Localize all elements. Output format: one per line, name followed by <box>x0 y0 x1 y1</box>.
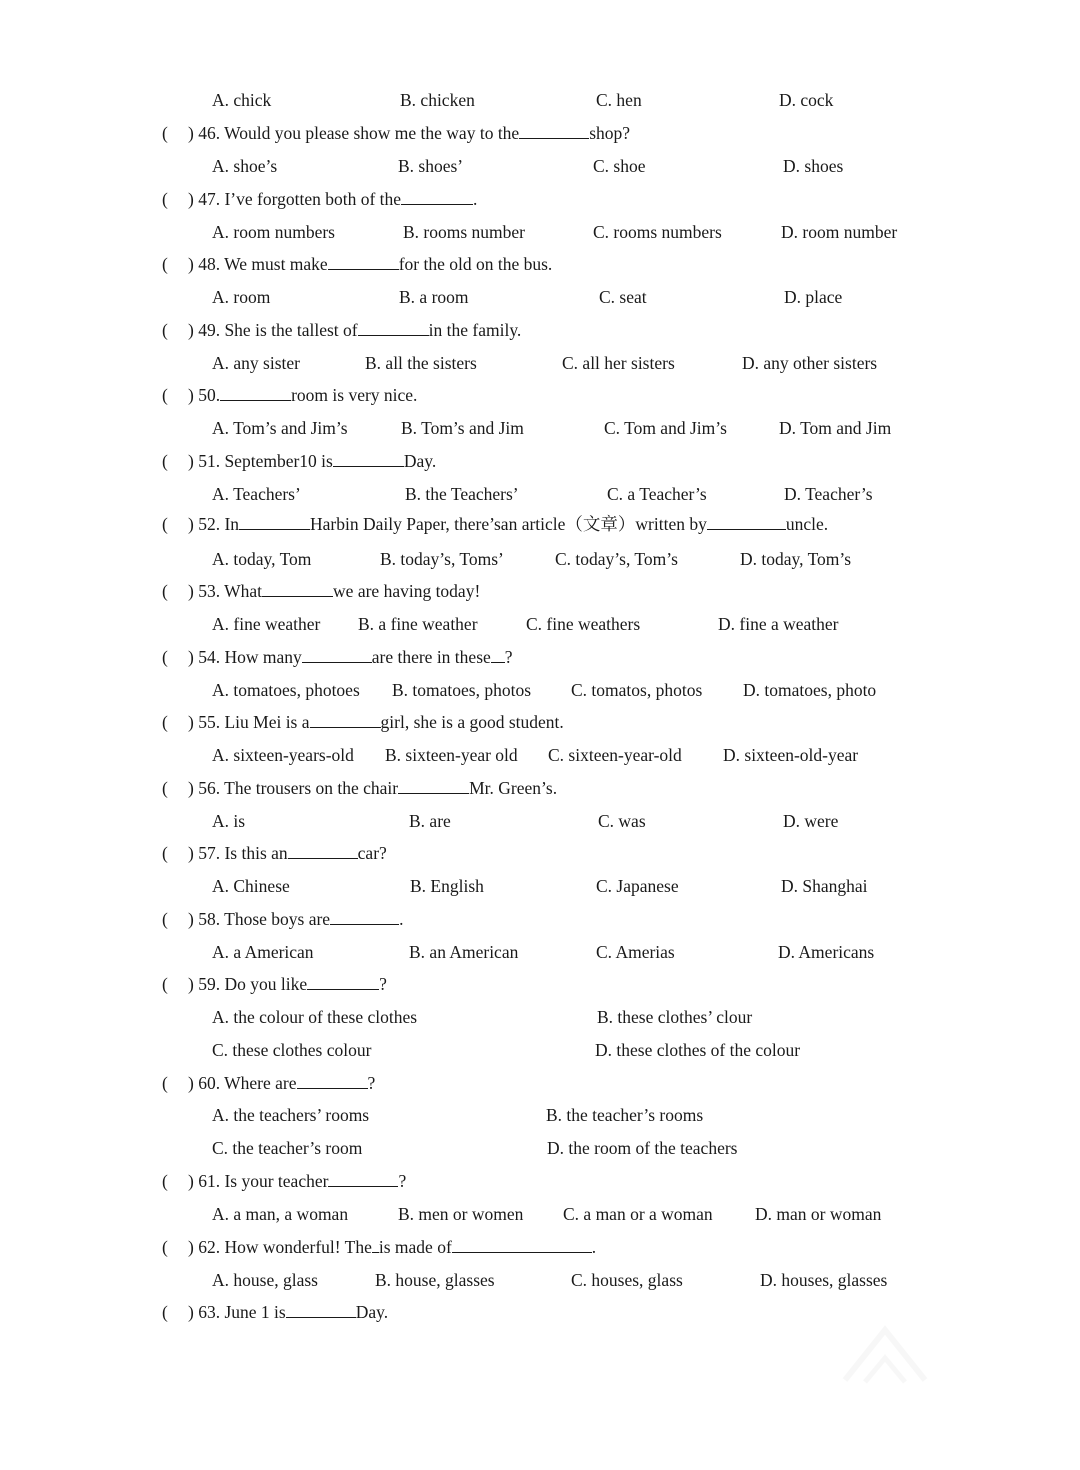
q55-blank[interactable] <box>310 710 381 728</box>
q56-option-d: D. were <box>783 811 839 831</box>
q61-stem <box>0 1169 1080 1193</box>
q62-answer-paren: ( <box>162 1237 168 1257</box>
q51-option-d: D. Teacher’s <box>784 484 873 504</box>
q55-option-a: A. sixteen-years-old <box>212 745 354 765</box>
q48-option-a: A. room <box>212 287 271 307</box>
q55-answer-paren: ( <box>162 712 168 732</box>
q48-option-c: C. seat <box>599 287 647 307</box>
q60-option-b: B. the teacher’s rooms <box>546 1105 704 1125</box>
q51-option-c: C. a Teacher’s <box>607 484 707 504</box>
q61-blank[interactable] <box>328 1169 398 1187</box>
q52-question <box>188 512 828 536</box>
q59-answer-paren: ( <box>162 974 168 994</box>
q52-stem <box>0 512 1080 536</box>
q57-text-a: ) 57. Is this an <box>188 843 288 863</box>
q52-option-c: C. today’s, Tom’s <box>555 549 678 569</box>
q57-option-a: A. Chinese <box>212 876 290 896</box>
q57-question <box>188 841 387 865</box>
q57-text-b: car? <box>357 843 387 863</box>
q52-text-b: Harbin Daily Paper, there’san article（文章）written by <box>310 514 707 534</box>
q60-stem <box>0 1071 1080 1095</box>
q61-text-a: ) 61. Is your teacher <box>188 1171 329 1191</box>
q56-text-b: Mr. Green’s. <box>469 778 558 798</box>
q60-blank[interactable] <box>297 1071 368 1089</box>
q56-answer-paren: ( <box>162 778 168 798</box>
q45-option-d: D. cock <box>779 90 834 110</box>
q53-option-b: B. a fine weather <box>358 614 478 634</box>
q54-text-a: ) 54. How many <box>188 647 302 667</box>
q50-stem <box>0 383 1080 407</box>
q54-text-c: ? <box>504 647 513 667</box>
q56-blank[interactable] <box>398 776 469 794</box>
q60-question <box>188 1071 375 1095</box>
q58-option-c: C. Amerias <box>596 942 675 962</box>
q46-blank[interactable] <box>519 121 589 139</box>
q63-text-a: ) 63. June 1 is <box>188 1302 286 1322</box>
q57-option-c: C. Japanese <box>596 876 679 896</box>
q47-option-a: A. room numbers <box>212 222 335 242</box>
q46-question <box>188 121 630 145</box>
q46-option-d: D. shoes <box>783 156 844 176</box>
q58-text-b: . <box>399 909 404 929</box>
q59-text-a: ) 59. Do you like <box>188 974 308 994</box>
q55-option-c: C. sixteen-year-old <box>548 745 682 765</box>
q48-stem <box>0 252 1080 276</box>
q47-answer-paren: ( <box>162 189 168 209</box>
q50-blank[interactable] <box>220 383 291 401</box>
q51-stem <box>0 449 1080 473</box>
q51-question <box>188 449 436 473</box>
q45-option-c: C. hen <box>596 90 642 110</box>
q49-options <box>0 351 1080 375</box>
q57-stem <box>0 841 1080 865</box>
q52-text-c: uncle. <box>785 514 829 534</box>
q58-option-a: A. a American <box>212 942 314 962</box>
q60-text-a: ) 60. Where are <box>188 1073 297 1093</box>
q51-option-a: A. Teachers’ <box>212 484 301 504</box>
q47-option-c: C. rooms numbers <box>593 222 722 242</box>
q58-stem <box>0 907 1080 931</box>
q52-option-b: B. today’s, Toms’ <box>380 549 504 569</box>
q59-stem <box>0 972 1080 996</box>
q48-options <box>0 285 1080 309</box>
q56-stem <box>0 776 1080 800</box>
q48-text-b: for the old on the bus. <box>398 254 553 274</box>
q45-options <box>0 88 1080 112</box>
q61-options <box>0 1202 1080 1226</box>
q62-question <box>188 1235 596 1259</box>
q62-option-b: B. house, glasses <box>375 1270 495 1290</box>
q57-blank[interactable] <box>288 841 358 859</box>
q59-text-b: ? <box>379 974 387 994</box>
q55-text-a: ) 55. Liu Mei is a <box>188 712 310 732</box>
q49-option-a: A. any sister <box>212 353 300 373</box>
q51-option-b: B. the Teachers’ <box>405 484 519 504</box>
q57-options <box>0 874 1080 898</box>
q46-option-c: C. shoe <box>593 156 646 176</box>
q53-stem <box>0 579 1080 603</box>
q56-option-a: A. is <box>212 811 246 831</box>
q60-options-row-1 <box>0 1103 1080 1127</box>
q54-options <box>0 678 1080 702</box>
q48-text-a: ) 48. We must make <box>188 254 328 274</box>
q49-blank[interactable] <box>358 318 429 336</box>
q54-option-d: D. tomatoes, photo <box>743 680 877 700</box>
q50-option-d: D. Tom and Jim <box>779 418 892 438</box>
q59-option-d: D. these clothes of the colour <box>595 1040 801 1060</box>
q46-text-a: ) 46. Would you please show me the way to the <box>188 123 520 143</box>
q61-option-d: D. man or woman <box>755 1204 882 1224</box>
q50-option-b: B. Tom’s and Jim <box>401 418 524 438</box>
q53-option-c: C. fine weathers <box>526 614 641 634</box>
q55-question <box>188 710 564 734</box>
q48-blank[interactable] <box>328 252 399 270</box>
q49-option-c: C. all her sisters <box>562 353 675 373</box>
q47-blank[interactable] <box>401 187 473 205</box>
q47-text-b: . <box>473 189 478 209</box>
q51-text-a: ) 51. September10 is <box>188 451 333 471</box>
q62-option-d: D. houses, glasses <box>760 1270 888 1290</box>
q53-blank[interactable] <box>262 579 333 597</box>
q50-text-b: room is very nice. <box>291 385 418 405</box>
q45-option-b: B. chicken <box>400 90 475 110</box>
q60-text-b: ? <box>367 1073 376 1093</box>
q63-answer-paren: ( <box>162 1302 168 1322</box>
q49-answer-paren: ( <box>162 320 168 340</box>
q60-option-a: A. the teachers’ rooms <box>212 1105 370 1125</box>
q59-blank[interactable] <box>307 972 379 990</box>
q62-stem <box>0 1235 1080 1259</box>
q52-blank-2[interactable] <box>707 512 786 530</box>
q58-answer-paren: ( <box>162 909 168 929</box>
q53-answer-paren: ( <box>162 581 168 601</box>
q58-question <box>188 907 403 931</box>
q53-text-b: we are having today! <box>333 581 481 601</box>
q55-options <box>0 743 1080 767</box>
q58-text-a: ) 58. Those boys are <box>188 909 331 929</box>
q52-blank-1[interactable] <box>239 512 310 530</box>
q47-text-a: ) 47. I’ve forgotten both of the <box>188 189 402 209</box>
q61-text-b: ? <box>398 1171 407 1191</box>
q46-answer-paren: ( <box>162 123 168 143</box>
q53-option-a: A. fine weather <box>212 614 321 634</box>
q49-option-d: D. any other sisters <box>742 353 878 373</box>
q52-options <box>0 547 1080 571</box>
q60-options-row-2 <box>0 1136 1080 1160</box>
q58-option-d: D. Americans <box>778 942 875 962</box>
q55-text-b: girl, she is a good student. <box>380 712 564 732</box>
q62-blank-1[interactable] <box>372 1235 379 1253</box>
q47-question <box>188 187 477 211</box>
q47-stem <box>0 187 1080 211</box>
q62-blank-2[interactable] <box>452 1235 592 1253</box>
q56-option-c: C. was <box>598 811 646 831</box>
q49-stem <box>0 318 1080 342</box>
q50-option-a: A. Tom’s and Jim’s <box>212 418 348 438</box>
q50-option-c: C. Tom and Jim’s <box>604 418 727 438</box>
q63-text-b: Day. <box>355 1302 389 1322</box>
q54-blank-2[interactable] <box>491 645 505 663</box>
q52-text-a: ) 52. In <box>188 514 240 534</box>
q52-option-a: A. today, Tom <box>212 549 312 569</box>
q57-option-d: D. Shanghai <box>781 876 868 896</box>
q54-text-b: are there in these <box>371 647 491 667</box>
q55-stem <box>0 710 1080 734</box>
q48-option-b: B. a room <box>399 287 469 307</box>
q54-option-c: C. tomatos, photos <box>571 680 703 700</box>
q56-question <box>188 776 557 800</box>
q49-text-b: in the family. <box>428 320 522 340</box>
q50-text-a: ) 50. <box>188 385 221 405</box>
q50-options <box>0 416 1080 440</box>
q51-blank[interactable] <box>333 449 404 467</box>
q45-option-a: A. chick <box>212 90 272 110</box>
q54-blank-1[interactable] <box>302 645 372 663</box>
q54-stem <box>0 645 1080 669</box>
q49-question <box>188 318 521 342</box>
q55-option-d: D. sixteen-old-year <box>723 745 859 765</box>
q46-text-b: shop? <box>589 123 631 143</box>
q46-stem <box>0 121 1080 145</box>
q53-text-a: ) 53. What <box>188 581 263 601</box>
q59-option-a: A. the colour of these clothes <box>212 1007 418 1027</box>
q50-answer-paren: ( <box>162 385 168 405</box>
q58-options <box>0 940 1080 964</box>
q52-answer-paren: ( <box>162 514 168 534</box>
q56-options <box>0 809 1080 833</box>
q50-question <box>188 383 417 407</box>
q47-option-b: B. rooms number <box>403 222 526 242</box>
q55-option-b: B. sixteen-year old <box>385 745 518 765</box>
q57-answer-paren: ( <box>162 843 168 863</box>
q63-question <box>188 1300 388 1324</box>
q46-option-b: B. shoes’ <box>398 156 464 176</box>
q48-option-d: D. place <box>784 287 843 307</box>
q59-question <box>188 972 387 996</box>
q51-options <box>0 482 1080 506</box>
q53-options <box>0 612 1080 636</box>
q60-option-d: D. the room of the teachers <box>547 1138 738 1158</box>
q58-option-b: B. an American <box>409 942 519 962</box>
q48-question <box>188 252 552 276</box>
q51-text-b: Day. <box>403 451 437 471</box>
q54-question <box>188 645 513 669</box>
q47-option-d: D. room number <box>781 222 898 242</box>
q54-option-b: B. tomatoes, photos <box>392 680 532 700</box>
q59-option-b: B. these clothes’ clour <box>597 1007 753 1027</box>
q60-answer-paren: ( <box>162 1073 168 1093</box>
q56-text-a: ) 56. The trousers on the chair <box>188 778 399 798</box>
q58-blank[interactable] <box>330 907 399 925</box>
q47-options <box>0 220 1080 244</box>
q60-option-c: C. the teacher’s room <box>212 1138 363 1158</box>
q49-option-b: B. all the sisters <box>365 353 477 373</box>
q61-option-a: A. a man, a woman <box>212 1204 349 1224</box>
q49-text-a: ) 49. She is the tallest of <box>188 320 358 340</box>
faint-watermark-icon <box>840 1320 930 1390</box>
q61-question <box>188 1169 406 1193</box>
q62-text-a: ) 62. How wonderful! The <box>188 1237 372 1257</box>
q48-answer-paren: ( <box>162 254 168 274</box>
q62-option-a: A. house, glass <box>212 1270 318 1290</box>
q46-option-a: A. shoe’s <box>212 156 278 176</box>
q63-blank[interactable] <box>286 1300 356 1318</box>
q59-options-row-2 <box>0 1038 1080 1062</box>
q62-text-b: is made of <box>378 1237 452 1257</box>
q46-options <box>0 154 1080 178</box>
q62-options <box>0 1268 1080 1292</box>
q52-option-d: D. today, Tom’s <box>740 549 852 569</box>
q59-options-row-1 <box>0 1005 1080 1029</box>
q56-option-b: B. are <box>409 811 451 831</box>
q61-option-b: B. men or women <box>398 1204 524 1224</box>
q53-question <box>188 579 480 603</box>
q61-answer-paren: ( <box>162 1171 168 1191</box>
q51-answer-paren: ( <box>162 451 168 471</box>
q62-option-c: C. houses, glass <box>571 1270 683 1290</box>
q62-text-c: . <box>591 1237 597 1257</box>
q57-option-b: B. English <box>410 876 484 896</box>
q54-option-a: A. tomatoes, photoes <box>212 680 360 700</box>
q53-option-d: D. fine a weather <box>718 614 839 634</box>
q59-option-c: C. these clothes colour <box>212 1040 372 1060</box>
q61-option-c: C. a man or a woman <box>563 1204 713 1224</box>
q54-answer-paren: ( <box>162 647 168 667</box>
